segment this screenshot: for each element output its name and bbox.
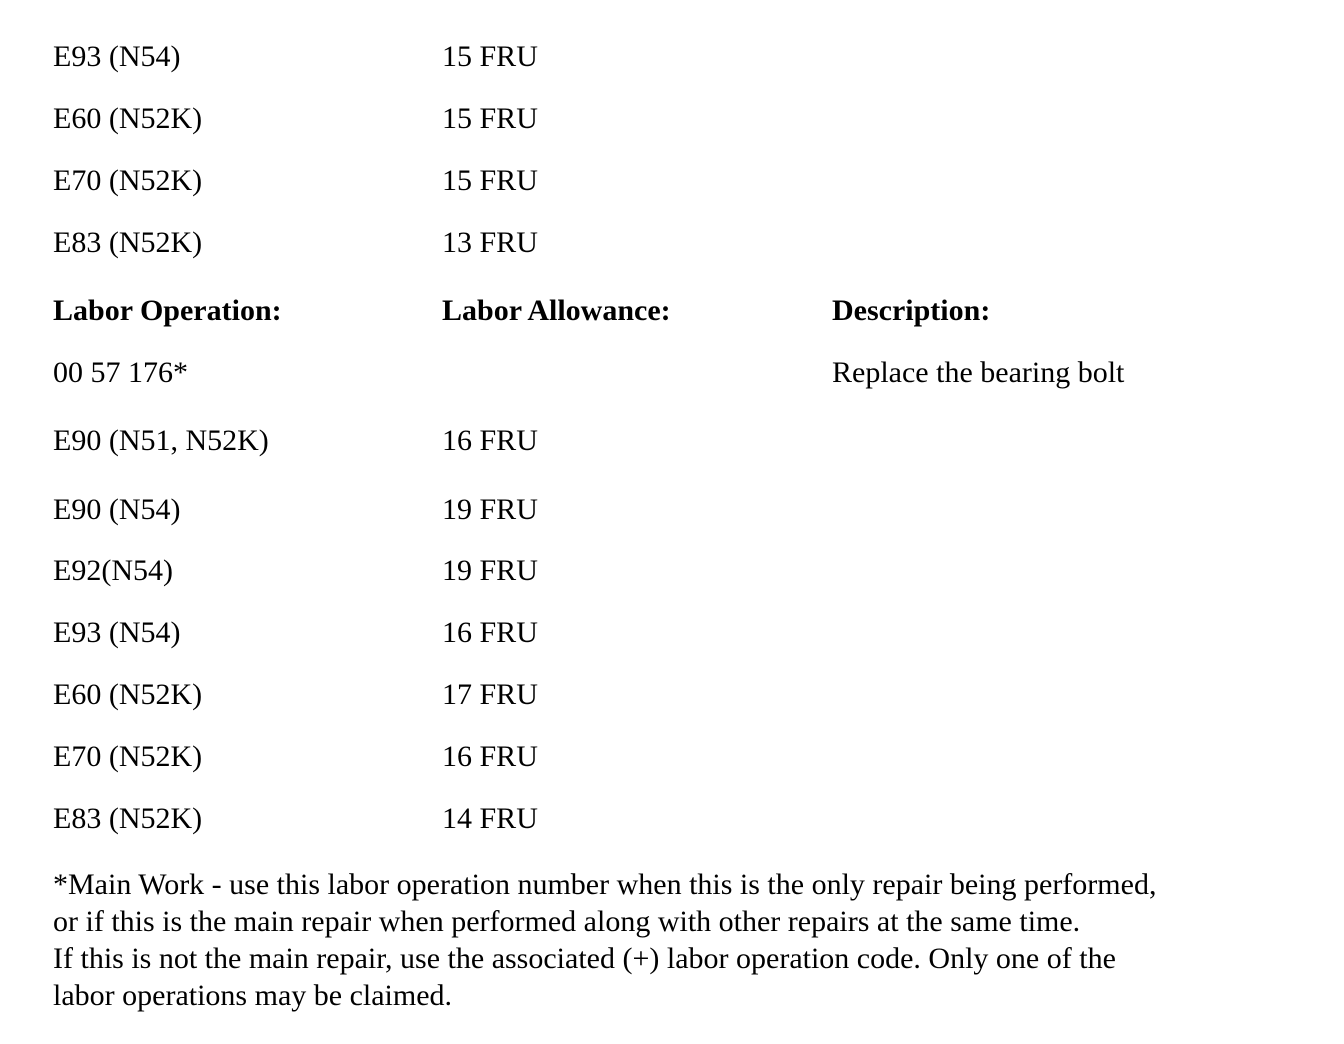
table-row [0, 223, 1344, 263]
labor-allowance-header: Labor Allowance: [442, 294, 671, 327]
table-row [0, 551, 1344, 591]
labor-allowance-value: 15 FRU [442, 40, 538, 73]
table-row [0, 799, 1344, 839]
table-row [0, 675, 1344, 715]
labor-allowance-value: 14 FRU [442, 802, 538, 835]
operation-row [0, 353, 1344, 393]
table-header-row [0, 291, 1344, 331]
operation-description: Replace the bearing bolt [832, 356, 1125, 389]
labor-allowance-value: 15 FRU [442, 102, 538, 135]
footnote-line: labor operations may be claimed. [53, 979, 453, 1012]
labor-allowance-value: 16 FRU [442, 740, 538, 773]
vehicle-model: E70 (N52K) [53, 164, 203, 197]
table-row [0, 37, 1344, 77]
footnote-line: *Main Work - use this labor operation number when this is the only repair being performed, [53, 868, 1157, 901]
labor-allowance-value: 13 FRU [442, 226, 538, 259]
vehicle-model: E60 (N52K) [53, 102, 203, 135]
vehicle-model: E93 (N54) [53, 40, 181, 73]
vehicle-model: E83 (N52K) [53, 226, 203, 259]
table-row [0, 613, 1344, 653]
main-work-footnote [53, 866, 1323, 1014]
labor-operation-code: 00 57 176* [53, 356, 188, 389]
table-row [0, 99, 1344, 139]
labor-allowance-value: 15 FRU [442, 164, 538, 197]
vehicle-model: E90 (N51, N52K) [53, 424, 269, 457]
vehicle-model: E90 (N54) [53, 493, 181, 526]
labor-operation-header: Labor Operation: [53, 294, 282, 327]
labor-allowance-value: 19 FRU [442, 493, 538, 526]
vehicle-model: E83 (N52K) [53, 802, 203, 835]
labor-allowance-value: 19 FRU [442, 554, 538, 587]
footnote-line: or if this is the main repair when performed along with other repairs at the same time. [53, 905, 1081, 938]
vehicle-model: E70 (N52K) [53, 740, 203, 773]
labor-allowance-value: 17 FRU [442, 678, 538, 711]
vehicle-model: E92(N54) [53, 554, 173, 587]
footnote-line: If this is not the main repair, use the associated (+) labor operation code. Only one of the [53, 942, 1116, 975]
description-header: Description: [832, 294, 991, 327]
labor-allowance-value: 16 FRU [442, 616, 538, 649]
table-row [0, 161, 1344, 201]
vehicle-model: E60 (N52K) [53, 678, 203, 711]
table-row [0, 490, 1344, 530]
labor-allowance-value: 16 FRU [442, 424, 538, 457]
table-row [0, 737, 1344, 777]
table-row [0, 421, 1344, 461]
vehicle-model: E93 (N54) [53, 616, 181, 649]
